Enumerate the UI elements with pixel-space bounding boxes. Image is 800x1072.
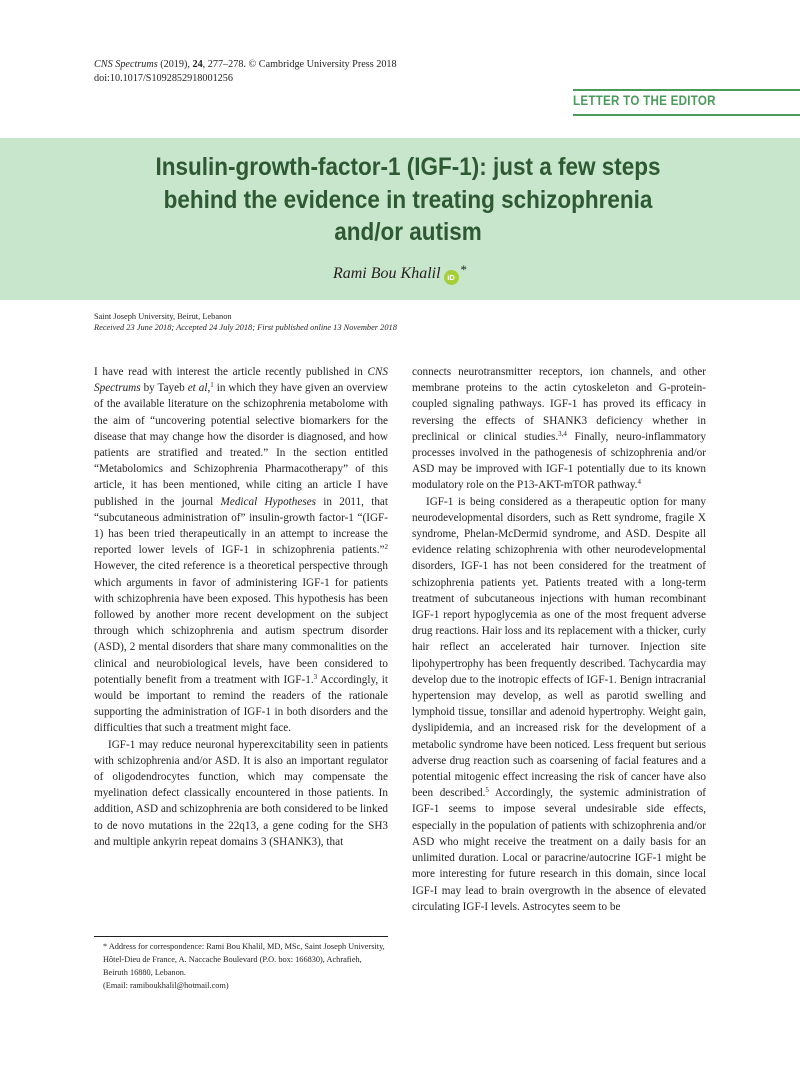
text-run: However, the cited reference is a theoretical perspective through which arguments in favor of administering IGF-1 for patients with schizophrenia have been exposed. This hypothesis has been followed by another more recent development on the subject through which schizophrenia and autism spectrum disorder (ASD), 2 mental disorders that share many commonalities on the clinical and neurobiological levels, have been considered to potentially benefit from a treatment with IGF-1. <box>94 560 388 686</box>
text-run: connects neurotransmitter receptors, ion channels, and other membrane proteins to the actin cytoskeleton and G-protein-coupled signaling pathways. IGF-1 has proved its efficacy in reversing the effects of SHANK3 deficiency whether in preclinical or clinical studies. <box>412 366 706 443</box>
text-run: IGF-1 is being considered as a therapeutic option for many neurodevelopmental disorders, such as Rett syndrome, fragile X syndrome, Phelan-McDermid syndrome, and ASD. Despite all evidence relating schizophrenia with other neurodevelopmental disorders, IGF-1 has not been considered for the treatment of schizophrenia patients yet. Patients treated with a long-term treatment of subcutaneous injections with human recombinant IGF-1 report hypoglycemia as one of the most frequent adverse drug reactions. Hair loss and its replacement with a thicker, curly hair reflect an accelerated hair turnover. Injection site lipohypertrophy has been frequently described. Tachycardia may develop due to the inotropic effects of IGF-1. Benign intracranial hypertension may develop, as well as parotid swelling and lymphoid tissue, tonsillar and adenoid hypertrophy. Weight gain, dyslipidemia, and an increased risk for the development of a metabolic syndrome have been noticed. Less frequent but serious adverse drug reaction such as coarsening of facial features and a potential mitogenic effect increasing the risk of cancer have also been described. <box>412 495 706 800</box>
correspondence-mark: * <box>460 262 468 277</box>
reference-mark[interactable]: 3 <box>313 672 318 681</box>
doi: doi:10.1017/S1092852918001256 <box>94 73 233 84</box>
section-tag-bottom-rule <box>573 114 800 116</box>
reference-mark[interactable]: 4 <box>637 478 641 487</box>
journal-name-inline: CNS Spectrums <box>94 366 388 395</box>
text-run: Finally, neuro-inflammatory processes involved in the pathogenesis of schizophrenia and/or ASD may be improved with IGF-1 potentially due to its known modulatory role on the P13-AKT-mTOR pathway. <box>412 430 707 492</box>
text-run: by Tayeb <box>140 382 188 395</box>
reference-mark[interactable]: 2 <box>384 543 388 552</box>
text-run: I have read with interest the article recently published in <box>94 366 368 378</box>
text-run: Accordingly, the systemic administration of IGF-1 seems to impose several undesirable side effects, especially in the population of patients with schizophrenia and/or ASD who might receive the treatment on a daily basis for an unlimited duration. Local or paracrine/autocrine IGF-1 might be more interesting for future research in this domain, since local IGF-I may lead to brain overgrowth in the absence of elevated circulating IGF-I levels. Astrocytes seem to be <box>412 787 707 913</box>
journal-name-inline: Medical Hypotheses <box>220 495 317 508</box>
affiliation-block <box>94 311 397 333</box>
reference-mark[interactable]: 1 <box>210 381 214 390</box>
title-line-3: and/or autism <box>334 218 482 246</box>
orcid-icon[interactable]: iD <box>444 270 459 285</box>
citation-line <box>94 58 397 72</box>
body-column-right <box>412 364 706 915</box>
article-dates: Received 23 June 2018; Accepted 24 July 2018; First published online 13 November 2018 <box>94 323 397 332</box>
citation-volume: 24 <box>192 59 203 70</box>
footnote-address: * Address for correspondence: Rami Bou Khalil, MD, MSc, Saint Joseph University, Hôtel-Dieu de France, A. Naccache Boulevard (P.O. box: 166830), Achrafieh, Beiruth 16880, Lebanon. <box>103 942 385 977</box>
correspondence-footnote <box>94 940 388 992</box>
text-run: Accordingly, it would be important to remind the readers of the rationale supporting the administration of IGF-1 in both disorders and the difficulties that such a treatment might face. <box>94 673 388 735</box>
journal-citation <box>94 58 397 86</box>
et-al: et al <box>187 382 208 395</box>
text-run: in 2011, that “subcutaneous administration of” insulin-growth factor-1 “(IGF-1) has been tried therapeutically in an attempt to increase the reported lower levels of IGF-1 in schizophrenia patients.” <box>94 495 388 557</box>
reference-mark[interactable]: 5 <box>485 786 489 795</box>
citation-pages-copyright: , 277–278. © Cambridge University Press 2018 <box>202 59 397 70</box>
paragraph <box>412 494 706 915</box>
paragraph <box>412 364 706 494</box>
footnote-email[interactable]: (Email: ramiboukhalil@hotmail.com) <box>103 981 229 990</box>
article-title <box>41 151 775 249</box>
text-run: , <box>207 382 211 395</box>
section-tag: LETTER TO THE EDITOR <box>573 93 716 108</box>
affiliation: Saint Joseph University, Beirut, Lebanon <box>94 312 232 321</box>
paragraph: IGF-1 may reduce neuronal hyperexcitability seen in patients with schizophrenia and/or ASD. It is also an important regulator of oligodendrocytes function, which may compensate the myelination defect classically encountered in those patients. In addition, ASD and schizophrenia are both considered to be linked to de novo mutations in the 22q13, a gene coding for the SH3 and multiple ankyrin repeat domains 3 (SHANK3), that <box>94 738 388 848</box>
author-name: Rami Bou Khalil <box>332 265 441 282</box>
citation-year: (2019), <box>157 59 193 70</box>
body-column-left <box>94 364 388 850</box>
author-line <box>0 262 800 285</box>
reference-mark[interactable]: 3,4 <box>558 429 567 438</box>
title-line-2: behind the evidence in treating schizophrenia <box>163 185 653 214</box>
title-line-1: Insulin-growth-factor-1 (IGF-1): just a few steps <box>155 153 661 181</box>
paragraph <box>94 364 388 737</box>
journal-name: CNS Spectrums <box>94 59 158 70</box>
section-tag-top-rule <box>573 89 800 91</box>
text-run: in which they have given an overview of the available literature on the schizophrenia metabolome with the aim of “uncovering potential selective biomarkers for the disease that may change how the disorder is diagnosed, and how patients are stratified and treated.” In the section entitled “Metabolomics and Schizophrenia Pharmacotherapy” of this article, it has been mentioned, while citing an article I have published in the journal <box>94 382 388 508</box>
footnote-rule <box>94 936 388 937</box>
